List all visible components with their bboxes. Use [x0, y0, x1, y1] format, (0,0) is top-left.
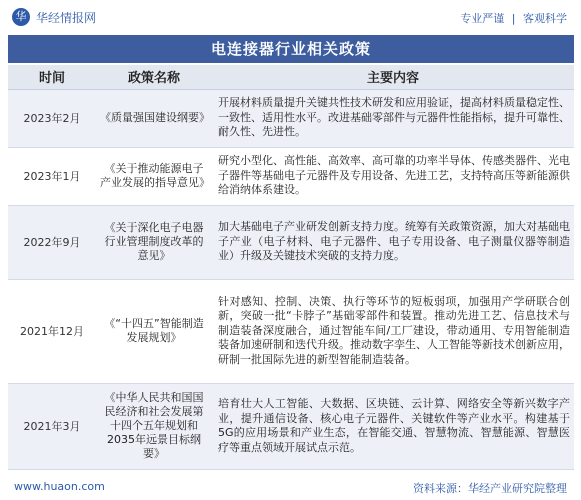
logo-icon: 华	[12, 8, 30, 26]
top-bar	[0, 0, 581, 34]
table-row	[8, 205, 574, 279]
column-header-time: 时间	[8, 65, 96, 89]
policy-content: 培育壮大人工智能、大数据、区块链、云计算、网络安全等新兴数字产业，提升通信设备、核心电子元器件、关键软件等产业水平。构建基于5G的应用场景和产业生态，在智能交通、智慧物流、智慧能源、智慧医疗等重点领域开展试点示范。	[212, 383, 574, 469]
footer	[0, 470, 581, 500]
policy-content: 开展材料质量提升关键共性技术研发和应用验证，提高材料质量稳定性、一致性、适用性水平。改进基础零部件与元器件性能指标，提升可靠性、耐久性、先进性。	[212, 89, 574, 147]
table-row	[8, 89, 574, 147]
table-row	[8, 279, 574, 383]
policy-content: 针对感知、控制、决策、执行等环节的短板弱项，加强用产学研联合创新，突破一批“卡脖子”基础零部件和装置。推动先进工艺、信息技术与制造装备深度融合，通过智能车间/工厂建设，带动通用、专用智能制造装备加速研制和迭代升级。推动数字孪生、人工智能等新技术创新应用，研制一批国际先进的新型智能制造装备。	[212, 279, 574, 383]
policy-content: 加大基础电子产业研发创新支持力度。统筹有关政策资源，加大对基础电子产业（电子材料、电子元器件、电子专用设备、电子测量仪器等制造业）升级及关键技术突破的支持力度。	[212, 205, 574, 279]
policy-time: 2022年9月	[8, 205, 96, 279]
brand-logo[interactable]	[12, 8, 96, 26]
footer-source: 资料来源：华经产业研究院整理	[413, 482, 567, 495]
page-title: 电连接器行业相关政策	[8, 35, 574, 63]
policy-name: 《中华人民共和国国民经济和社会发展第十四个五年规划和2035年远景目标纲要》	[96, 383, 212, 469]
slogan-separator: |	[511, 12, 516, 25]
policy-name: 《关于推动能源电子产业发展的指导意见》	[96, 147, 212, 205]
column-header-name: 政策名称	[96, 65, 212, 89]
policy-time: 2023年2月	[8, 89, 96, 147]
policy-name: 《质量强国建设纲要》	[96, 89, 212, 147]
column-header-content: 主要内容	[212, 65, 574, 89]
policy-content: 研究小型化、高性能、高效率、高可靠的功率半导体、传感类器件、光电子器件等基础电子元器件及专用设备、先进工艺，支持特高压等新能源供给消纳体系建设。	[212, 147, 574, 205]
policy-time: 2021年12月	[8, 279, 96, 383]
logo-text: 华经情报网	[36, 10, 97, 25]
table-header-row	[8, 65, 574, 89]
policy-time: 2021年3月	[8, 383, 96, 469]
slogan-right: 客观科学	[523, 12, 567, 25]
policy-time: 2023年1月	[8, 147, 96, 205]
table-row	[8, 383, 574, 469]
policy-name: 《关于深化电子电器行业管理制度改革的意见》	[96, 205, 212, 279]
slogan-left: 专业严谨	[460, 12, 505, 25]
table-row	[8, 147, 574, 205]
policy-name: 《“十四五”智能制造发展规划》	[96, 279, 212, 383]
footer-url[interactable]: www.huaon.com	[14, 480, 105, 493]
policy-table	[8, 65, 574, 470]
slogan	[458, 10, 569, 26]
